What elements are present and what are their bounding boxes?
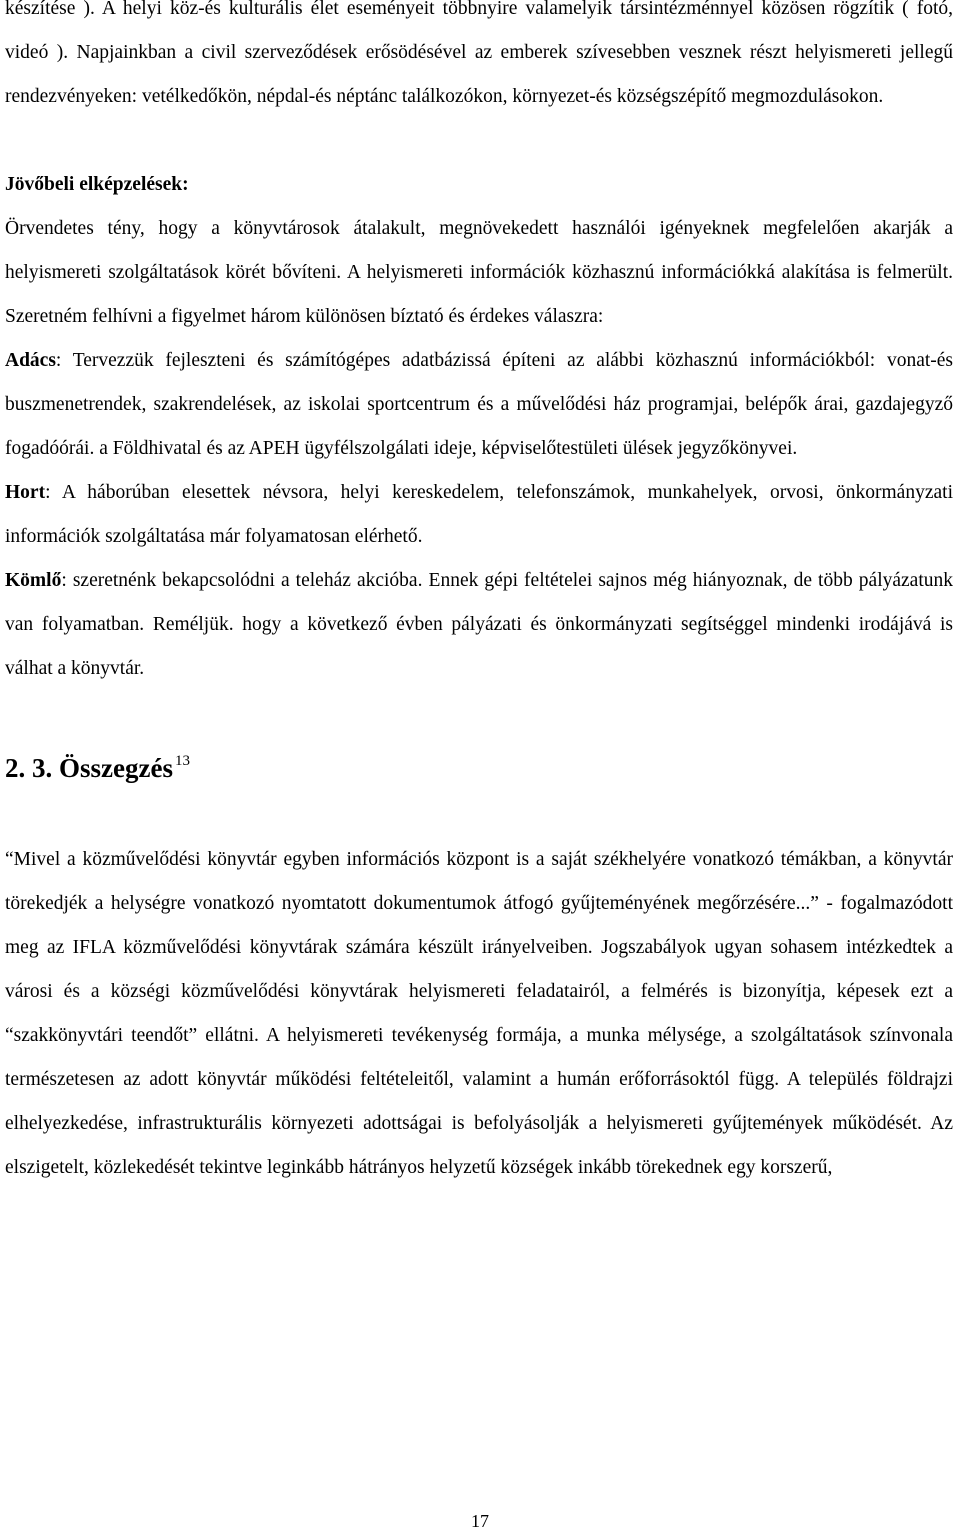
settlement-name: Hort — [5, 482, 46, 503]
settlement-text: : Tervezzük fejleszteni és számítógépes adatbázissá építeni az alábbi közhasznú információkból: vonat-és buszmenetrendek, szakrendelések, az iskolai sportcentrum és a művelődési ház programjai, belépők árai, gazdajegyző fogadóórái. a Földhivatal és az APEH ügyfélszolgálati ideje, képviselőtestületi ülések jegyzőkönyvei. — [5, 350, 953, 459]
spacer — [5, 790, 953, 838]
summary-paragraph: “Mivel a közművelődési könyvtár egyben információs központ is a saját székhelyére vonatkozó témákban, a könyvtár törekedjék a helységre vonatkozó nyomtatott dokumentumok átfogó gyűjteményének megőrzésére...” - fogalmazódott meg az IFLA közművelődési könyvtárak számára készült irányelveiben. Jogszabályok ugyan sohasem intézkedtek a városi és a községi közművelődési könyvtárak helyismereti feladatairól, a felmérés is bizonyítja, képesek ezt a “szakkönyvtári teendőt” ellátni. A helyismereti tevékenység formája, a munka mélysége, a szolgáltatások színvonala természetesen az adott könyvtár működési feltételeitől, valamint a humán erőforrásoktól függ. A település földrajzi elhelyezkedése, infrastrukturális környezeti adottságai is befolyásolják a helyismereti gyűjtemények működését. Az elszigetelt, közlekedését tekintve leginkább hátrányos helyzetű községek inkább törekednek egy korszerű, — [5, 849, 953, 1178]
list-item-adacs — [5, 339, 953, 471]
settlement-text: : szeretnénk bekapcsolódni a teleház akcióba. Ennek gépi feltételei sajnos még hiányoznak, de több pályázatunk van folyamatban. Reméljük. hogy a következő évben pályázati és önkormányzati segítséggel mindenki irodájává is válhat a könyvtár. — [5, 570, 953, 679]
future-paragraph: Örvendetes tény, hogy a könyvtárosok átalakult, megnövekedett használói igényeknek megfelelően akarják a helyismereti szolgáltatások körét bővíteni. A helyismereti információk közhasznú információkká alakítása is felmerült. Szeretném felhívni a figyelmet három különösen bíztató és érdekes válaszra: — [5, 218, 953, 327]
settlement-name: Adács — [5, 350, 56, 371]
section-title-text: 2. 3. Összegzés — [5, 753, 173, 783]
list-item-hort — [5, 471, 953, 559]
list-item-komlo — [5, 559, 953, 691]
spacer — [5, 119, 953, 163]
settlement-name: Kömlő — [5, 570, 62, 591]
footnote-marker: 13 — [174, 753, 190, 769]
section-title — [5, 739, 953, 790]
spacer — [5, 691, 953, 739]
page-number: 17 — [471, 1511, 489, 1531]
future-heading: Jövőbeli elképzelések: — [5, 174, 189, 195]
document-page — [5, 0, 953, 1190]
intro-paragraph: készítése ). A helyi köz-és kulturális élet eseményeit többnyire valamelyik társintézménnyel közösen rögzítik ( fotó, videó ). Napjainkban a civil szerveződések erősödésével az emberek szívesebben vesznek részt helyismereti jellegű rendezvényeken: vetélkedőkön, népdal-és néptánc találkozókon, környezet-és községszépítő megmozdulásokon. — [5, 0, 953, 107]
settlement-text: : A háborúban elesettek névsora, helyi kereskedelem, telefonszámok, munkahelyek, orvosi, önkormányzati információk szolgáltatása már folyamatosan elérhető. — [5, 482, 953, 547]
